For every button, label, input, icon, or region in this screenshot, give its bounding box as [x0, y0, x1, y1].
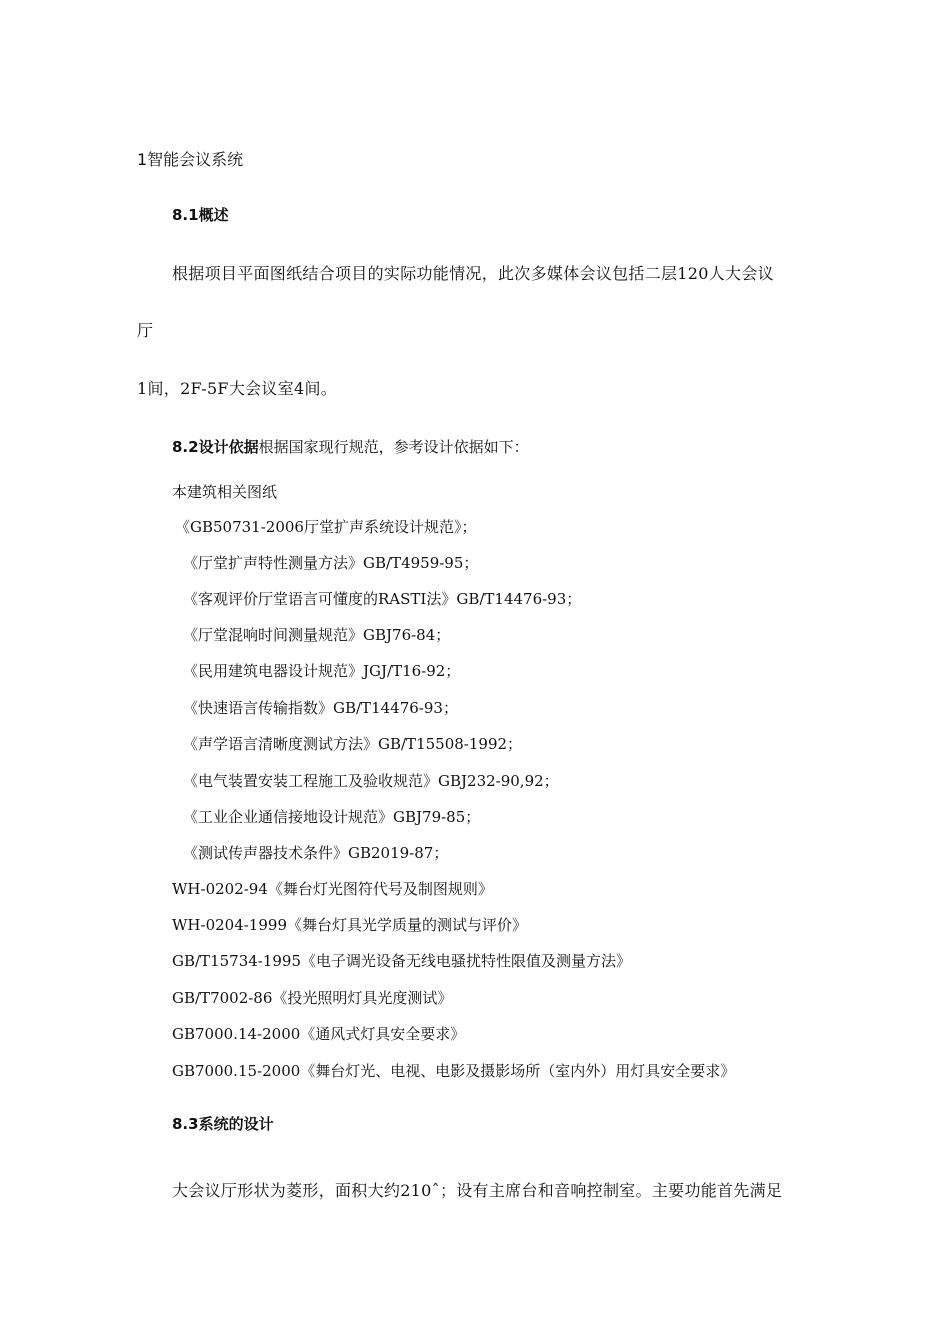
- basis-item: WH-0204-1999《舞台灯具光学质量的测试与评价》: [172, 916, 527, 934]
- basis-item: 《声学语言清晰度测试方法》GB/T15508-1992；: [183, 735, 523, 753]
- heading-design: 8.3系统的设计: [172, 1115, 274, 1133]
- basis-item: 《民用建筑电器设计规范》JGJ/T16-92；: [183, 662, 461, 680]
- overview-paragraph-line-1: 根据项目平面图纸结合项目的实际功能情况，此次多媒体会议包括二层120人大会议: [172, 264, 774, 283]
- basis-item: 《测试传声器技术条件》GB2019-87；: [183, 844, 449, 862]
- heading-overview: 8.1概述: [172, 206, 229, 224]
- basis-item: 《工业企业通信接地设计规范》GBJ79-85；: [183, 808, 481, 826]
- basis-item: GB/T7002-86《投光照明灯具光度测试》: [172, 989, 453, 1007]
- basis-intro: 根据国家现行规范，参考设计依据如下：: [258, 438, 529, 456]
- basis-item: WH-0202-94《舞台灯光图符代号及制图规则》: [172, 880, 493, 898]
- basis-item: 《客观评价厅堂语言可懂度的RASTI法》GB/T14476-93；: [183, 590, 582, 608]
- basis-line: [172, 437, 529, 457]
- design-paragraph-line-1: 大会议厅形状为菱形，面积大约210ˆ；设有主席台和音响控制室。主要功能首先满足: [172, 1181, 783, 1200]
- basis-item: 本建筑相关图纸: [172, 483, 278, 501]
- basis-item: GB7000.15-2000《舞台灯光、电视、电影及摄影场所（室内外）用灯具安全要求》: [172, 1062, 736, 1080]
- section-title: 1智能会议系统: [137, 150, 244, 169]
- overview-paragraph-line-2: 厅: [137, 321, 154, 340]
- basis-item: 《厅堂混响时间测量规范》GBJ76-84；: [183, 626, 451, 644]
- basis-item: GB/T15734-1995《电子调光设备无线电骚扰特性限值及测量方法》: [172, 952, 632, 970]
- basis-item: 《GB50731-2006厅堂扩声系统设计规范》；: [175, 518, 477, 536]
- overview-paragraph-line-3: 1间，2F-5F大会议室4间。: [137, 379, 338, 398]
- basis-item: 《快速语言传输指数》GB/T14476-93；: [183, 699, 458, 717]
- heading-basis: 8.2设计依据: [172, 438, 259, 456]
- basis-item: 《电气装置安装工程施工及验收规范》GBJ232-90,92；: [183, 772, 559, 790]
- basis-item: 《厅堂扩声特性测量方法》GB/T4959-95；: [183, 554, 479, 572]
- basis-item: GB7000.14-2000《通风式灯具安全要求》: [172, 1025, 466, 1043]
